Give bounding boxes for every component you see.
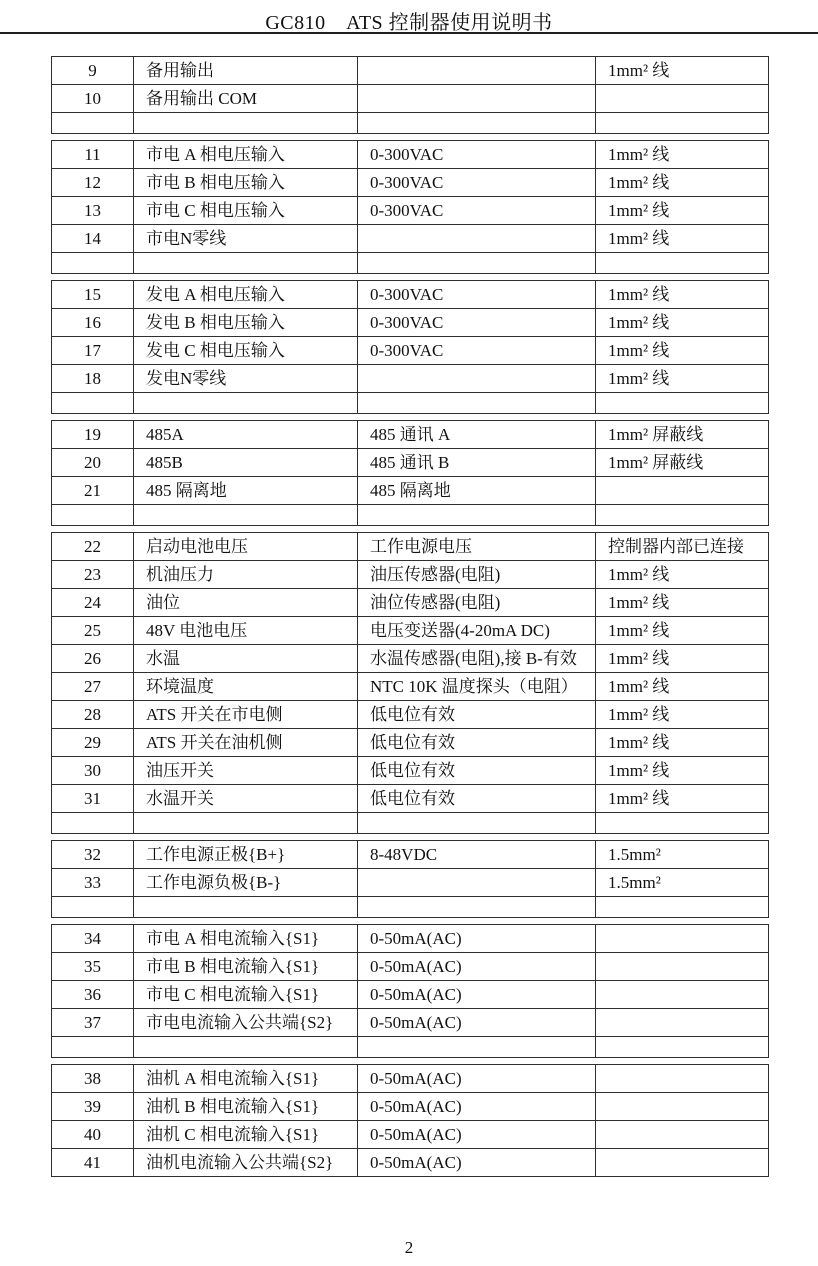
empty-cell: [52, 253, 134, 274]
col-wire: 1.5mm²: [596, 869, 769, 897]
table-row: [52, 925, 769, 953]
terminal-tables: [51, 56, 768, 1183]
col-spec: 低电位有效: [358, 757, 596, 785]
col-spec: [358, 869, 596, 897]
terminal-table-section: [51, 1064, 769, 1177]
col-spec: 0-300VAC: [358, 169, 596, 197]
col-number: 10: [52, 85, 134, 113]
col-wire: [596, 925, 769, 953]
table-row: [52, 757, 769, 785]
empty-cell: [596, 253, 769, 274]
col-wire: 1mm² 线: [596, 281, 769, 309]
table-row: [52, 1009, 769, 1037]
col-number: 30: [52, 757, 134, 785]
spacer-row: [52, 1037, 769, 1058]
empty-cell: [134, 505, 358, 526]
col-name: ATS 开关在油机侧: [134, 729, 358, 757]
col-wire: 1mm² 线: [596, 645, 769, 673]
col-wire: [596, 477, 769, 505]
col-wire: [596, 981, 769, 1009]
spacer-row: [52, 253, 769, 274]
empty-cell: [358, 813, 596, 834]
empty-cell: [596, 113, 769, 134]
col-wire: 1mm² 线: [596, 561, 769, 589]
col-wire: [596, 1121, 769, 1149]
col-wire: [596, 1009, 769, 1037]
table-row: [52, 365, 769, 393]
col-wire: 1mm² 线: [596, 729, 769, 757]
spacer-row: [52, 813, 769, 834]
empty-cell: [596, 897, 769, 918]
col-wire: 1mm² 屏蔽线: [596, 421, 769, 449]
col-number: 25: [52, 617, 134, 645]
col-name: 市电 B 相电压输入: [134, 169, 358, 197]
col-name: 启动电池电压: [134, 533, 358, 561]
col-wire: 1mm² 线: [596, 589, 769, 617]
table-row: [52, 337, 769, 365]
col-wire: 1mm² 线: [596, 169, 769, 197]
col-number: 24: [52, 589, 134, 617]
col-name: 工作电源正极{B+}: [134, 841, 358, 869]
col-spec: 0-300VAC: [358, 309, 596, 337]
col-number: 19: [52, 421, 134, 449]
col-name: 市电N零线: [134, 225, 358, 253]
col-number: 9: [52, 57, 134, 85]
table-row: [52, 1065, 769, 1093]
table-row: [52, 869, 769, 897]
col-number: 36: [52, 981, 134, 1009]
table-row: [52, 1149, 769, 1177]
col-number: 16: [52, 309, 134, 337]
col-spec: 0-50mA(AC): [358, 1121, 596, 1149]
col-number: 41: [52, 1149, 134, 1177]
col-number: 14: [52, 225, 134, 253]
table-row: [52, 533, 769, 561]
empty-cell: [596, 393, 769, 414]
col-number: 20: [52, 449, 134, 477]
empty-cell: [52, 813, 134, 834]
table-row: [52, 673, 769, 701]
table-row: [52, 1093, 769, 1121]
col-spec: 0-50mA(AC): [358, 925, 596, 953]
col-spec: [358, 365, 596, 393]
col-name: 油位: [134, 589, 358, 617]
col-name: 油压开关: [134, 757, 358, 785]
col-wire: 1mm² 线: [596, 141, 769, 169]
col-spec: 0-50mA(AC): [358, 981, 596, 1009]
table-row: [52, 85, 769, 113]
table-row: [52, 141, 769, 169]
col-spec: 0-300VAC: [358, 337, 596, 365]
col-number: 31: [52, 785, 134, 813]
col-spec: 485 通讯 A: [358, 421, 596, 449]
col-spec: 0-300VAC: [358, 197, 596, 225]
col-name: 工作电源负极{B-}: [134, 869, 358, 897]
col-wire: [596, 953, 769, 981]
table-row: [52, 281, 769, 309]
table-row: [52, 589, 769, 617]
col-name: 485 隔离地: [134, 477, 358, 505]
empty-cell: [134, 113, 358, 134]
col-name: 水温开关: [134, 785, 358, 813]
table-row: [52, 1121, 769, 1149]
col-name: 油机 A 相电流输入{S1}: [134, 1065, 358, 1093]
col-name: 485B: [134, 449, 358, 477]
col-wire: 1mm² 线: [596, 197, 769, 225]
empty-cell: [52, 1037, 134, 1058]
empty-cell: [358, 1037, 596, 1058]
empty-cell: [52, 505, 134, 526]
spacer-row: [52, 897, 769, 918]
col-wire: 1mm² 线: [596, 701, 769, 729]
spacer-row: [52, 505, 769, 526]
col-spec: 低电位有效: [358, 701, 596, 729]
table-row: [52, 225, 769, 253]
col-spec: 水温传感器(电阻),接 B-有效: [358, 645, 596, 673]
col-spec: 485 通讯 B: [358, 449, 596, 477]
col-wire: [596, 1149, 769, 1177]
col-number: 29: [52, 729, 134, 757]
col-number: 21: [52, 477, 134, 505]
page-title: GC810 ATS 控制器使用说明书: [265, 12, 553, 34]
col-spec: 0-50mA(AC): [358, 1093, 596, 1121]
col-wire: 1mm² 线: [596, 617, 769, 645]
col-number: 38: [52, 1065, 134, 1093]
col-wire: 控制器内部已连接: [596, 533, 769, 561]
table-row: [52, 57, 769, 85]
table-row: [52, 981, 769, 1009]
terminal-table-section: [51, 840, 769, 918]
col-spec: 油压传感器(电阻): [358, 561, 596, 589]
col-name: 市电 A 相电流输入{S1}: [134, 925, 358, 953]
col-wire: 1mm² 线: [596, 365, 769, 393]
empty-cell: [358, 113, 596, 134]
col-name: 485A: [134, 421, 358, 449]
col-number: 13: [52, 197, 134, 225]
col-spec: 工作电源电压: [358, 533, 596, 561]
col-spec: 电压变送器(4-20mA DC): [358, 617, 596, 645]
col-spec: 485 隔离地: [358, 477, 596, 505]
col-number: 32: [52, 841, 134, 869]
col-number: 15: [52, 281, 134, 309]
col-name: 机油压力: [134, 561, 358, 589]
empty-cell: [358, 253, 596, 274]
col-name: 发电 C 相电压输入: [134, 337, 358, 365]
table-row: [52, 841, 769, 869]
col-wire: 1mm² 线: [596, 225, 769, 253]
col-wire: 1mm² 线: [596, 57, 769, 85]
empty-cell: [134, 897, 358, 918]
empty-cell: [596, 813, 769, 834]
col-spec: 0-50mA(AC): [358, 1065, 596, 1093]
col-spec: 8-48VDC: [358, 841, 596, 869]
empty-cell: [358, 393, 596, 414]
page-number: 2: [404, 1238, 414, 1257]
empty-cell: [358, 897, 596, 918]
col-name: 环境温度: [134, 673, 358, 701]
empty-cell: [52, 897, 134, 918]
col-name: 油机 B 相电流输入{S1}: [134, 1093, 358, 1121]
col-number: 35: [52, 953, 134, 981]
terminal-table-section: [51, 532, 769, 834]
empty-cell: [596, 1037, 769, 1058]
terminal-table-section: [51, 140, 769, 274]
empty-cell: [52, 113, 134, 134]
col-wire: 1mm² 线: [596, 673, 769, 701]
table-row: [52, 197, 769, 225]
col-name: 市电 B 相电流输入{S1}: [134, 953, 358, 981]
col-name: 油机电流输入公共端{S2}: [134, 1149, 358, 1177]
col-name: 油机 C 相电流输入{S1}: [134, 1121, 358, 1149]
col-spec: 0-300VAC: [358, 141, 596, 169]
table-row: [52, 309, 769, 337]
col-spec: 0-300VAC: [358, 281, 596, 309]
spacer-row: [52, 393, 769, 414]
col-spec: 0-50mA(AC): [358, 953, 596, 981]
col-name: 发电 A 相电压输入: [134, 281, 358, 309]
col-wire: 1mm² 线: [596, 757, 769, 785]
col-number: 23: [52, 561, 134, 589]
col-number: 39: [52, 1093, 134, 1121]
col-wire: 1mm² 屏蔽线: [596, 449, 769, 477]
col-name: 市电 C 相电压输入: [134, 197, 358, 225]
col-name: 市电 C 相电流输入{S1}: [134, 981, 358, 1009]
col-number: 37: [52, 1009, 134, 1037]
table-row: [52, 477, 769, 505]
table-row: [52, 169, 769, 197]
terminal-table-section: [51, 56, 769, 134]
col-wire: 1.5mm²: [596, 841, 769, 869]
terminal-table-section: [51, 280, 769, 414]
col-name: 发电 B 相电压输入: [134, 309, 358, 337]
table-row: [52, 617, 769, 645]
col-number: 18: [52, 365, 134, 393]
col-spec: [358, 85, 596, 113]
table-row: [52, 449, 769, 477]
col-number: 17: [52, 337, 134, 365]
col-name: 48V 电池电压: [134, 617, 358, 645]
col-spec: [358, 225, 596, 253]
col-spec: 低电位有效: [358, 729, 596, 757]
terminal-table-section: [51, 420, 769, 526]
spacer-row: [52, 113, 769, 134]
col-number: 26: [52, 645, 134, 673]
col-name: ATS 开关在市电侧: [134, 701, 358, 729]
table-row: [52, 645, 769, 673]
col-wire: 1mm² 线: [596, 309, 769, 337]
table-row: [52, 785, 769, 813]
col-number: 27: [52, 673, 134, 701]
empty-cell: [596, 505, 769, 526]
empty-cell: [134, 1037, 358, 1058]
table-row: [52, 421, 769, 449]
col-wire: [596, 1065, 769, 1093]
col-wire: 1mm² 线: [596, 337, 769, 365]
col-name: 备用输出: [134, 57, 358, 85]
empty-cell: [134, 813, 358, 834]
table-row: [52, 701, 769, 729]
col-name: 备用输出 COM: [134, 85, 358, 113]
table-row: [52, 561, 769, 589]
col-number: 34: [52, 925, 134, 953]
table-row: [52, 953, 769, 981]
col-spec: 0-50mA(AC): [358, 1009, 596, 1037]
col-spec: [358, 57, 596, 85]
empty-cell: [358, 505, 596, 526]
col-spec: NTC 10K 温度探头（电阻）: [358, 673, 596, 701]
col-name: 市电电流输入公共端{S2}: [134, 1009, 358, 1037]
col-spec: 0-50mA(AC): [358, 1149, 596, 1177]
empty-cell: [134, 393, 358, 414]
col-number: 22: [52, 533, 134, 561]
col-wire: [596, 1093, 769, 1121]
col-number: 12: [52, 169, 134, 197]
col-wire: [596, 85, 769, 113]
table-row: [52, 729, 769, 757]
document-header: [0, 0, 818, 34]
col-number: 28: [52, 701, 134, 729]
col-wire: 1mm² 线: [596, 785, 769, 813]
col-number: 33: [52, 869, 134, 897]
empty-cell: [52, 393, 134, 414]
col-name: 市电 A 相电压输入: [134, 141, 358, 169]
col-name: 发电N零线: [134, 365, 358, 393]
col-spec: 低电位有效: [358, 785, 596, 813]
col-number: 11: [52, 141, 134, 169]
col-spec: 油位传感器(电阻): [358, 589, 596, 617]
empty-cell: [134, 253, 358, 274]
terminal-table-section: [51, 924, 769, 1058]
col-name: 水温: [134, 645, 358, 673]
col-number: 40: [52, 1121, 134, 1149]
